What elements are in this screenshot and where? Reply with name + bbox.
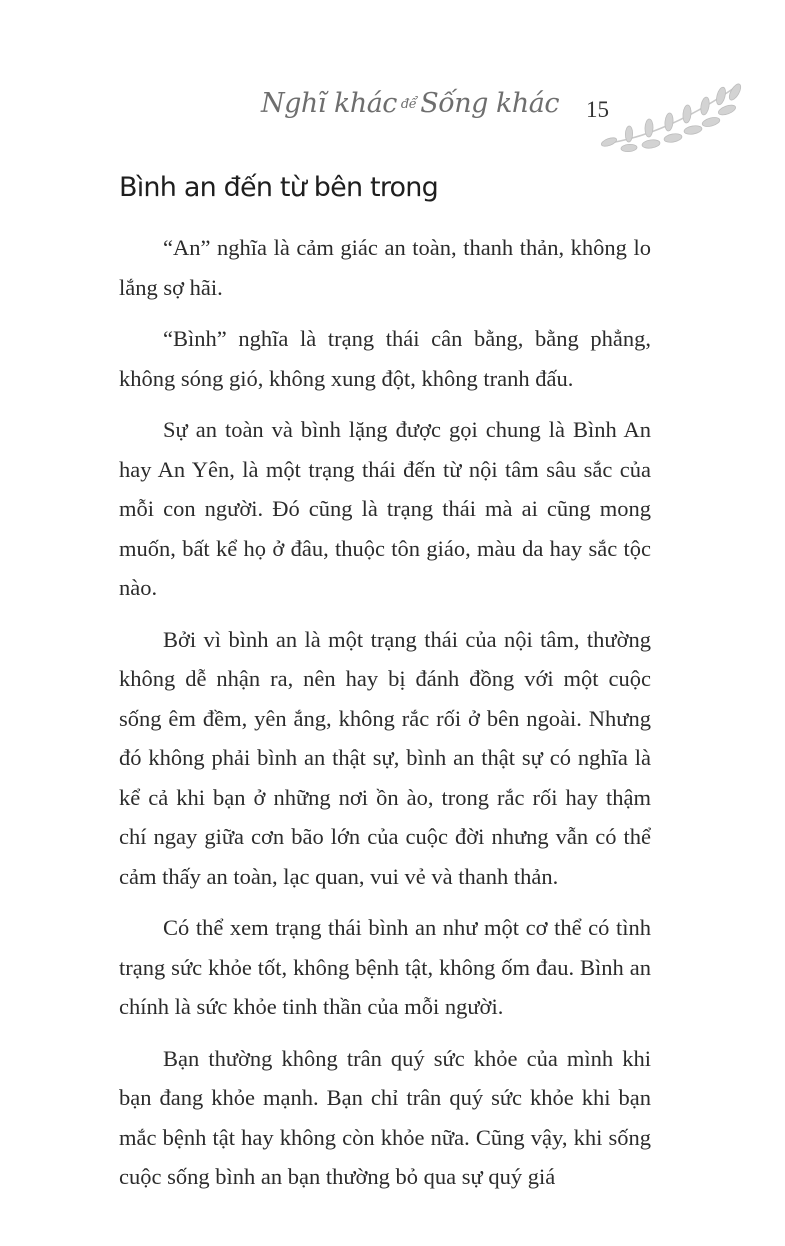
body-text xyxy=(119,228,651,1197)
page-header xyxy=(260,78,745,158)
running-title-connector: để xyxy=(400,97,417,112)
paragraph: Có thể xem trạng thái bình an như một cơ thể có tình trạng sức khỏe tốt, không bệnh tật, không ốm đau. Bình an chính là sức khỏe tinh thần của mỗi người. xyxy=(119,915,651,1019)
section-heading: Bình an đến từ bên trong xyxy=(119,172,438,203)
paragraph: “Bình” nghĩa là trạng thái cân bằng, bằng phẳng, không sóng gió, không xung đột, không tranh đấu. xyxy=(119,326,651,391)
paragraph: Bạn thường không trân quý sức khỏe của mình khi bạn đang khỏe mạnh. Bạn chỉ trân quý sức khỏe khi bạn mắc bệnh tật hay không còn khỏe nữa. Cũng vậy, khi sống cuộc sống bình an bạn thường bỏ qua sự quý giá xyxy=(119,1045,651,1189)
page-number: 15 xyxy=(586,97,609,122)
paragraph: Sự an toàn và bình lặng được gọi chung là Bình An hay An Yên, là một trạng thái đến từ nội tâm sâu sắc của mỗi con người. Đó cũng là trạng thái mà ai cũng mong muốn, bất kể họ ở đâu, thuộc tôn giáo, màu da hay sắc tộc nào. xyxy=(119,417,651,600)
running-title-part1: Nghĩ khác xyxy=(260,88,397,119)
running-title xyxy=(261,88,559,119)
paragraph: “An” nghĩa là cảm giác an toàn, thanh thản, không lo lắng sợ hãi. xyxy=(119,235,651,300)
leaf-branch-icon xyxy=(595,78,745,158)
paragraph: Bởi vì bình an là một trạng thái của nội tâm, thường không dễ nhận ra, nên hay bị đánh đồng với một cuộc sống êm đềm, yên ắng, không rắc rối ở bên ngoài. Nhưng đó không phải bình an thật sự, bình an thật sự có nghĩa là kể cả khi bạn ở những nơi ồn ào, trong rắc rối hay thậm chí ngay giữa cơn bão lớn của cuộc đời nhưng vẫn có thể cảm thấy an toàn, lạc quan, vui vẻ và thanh thản. xyxy=(119,626,651,889)
running-title-part2: Sống khác xyxy=(420,88,559,119)
